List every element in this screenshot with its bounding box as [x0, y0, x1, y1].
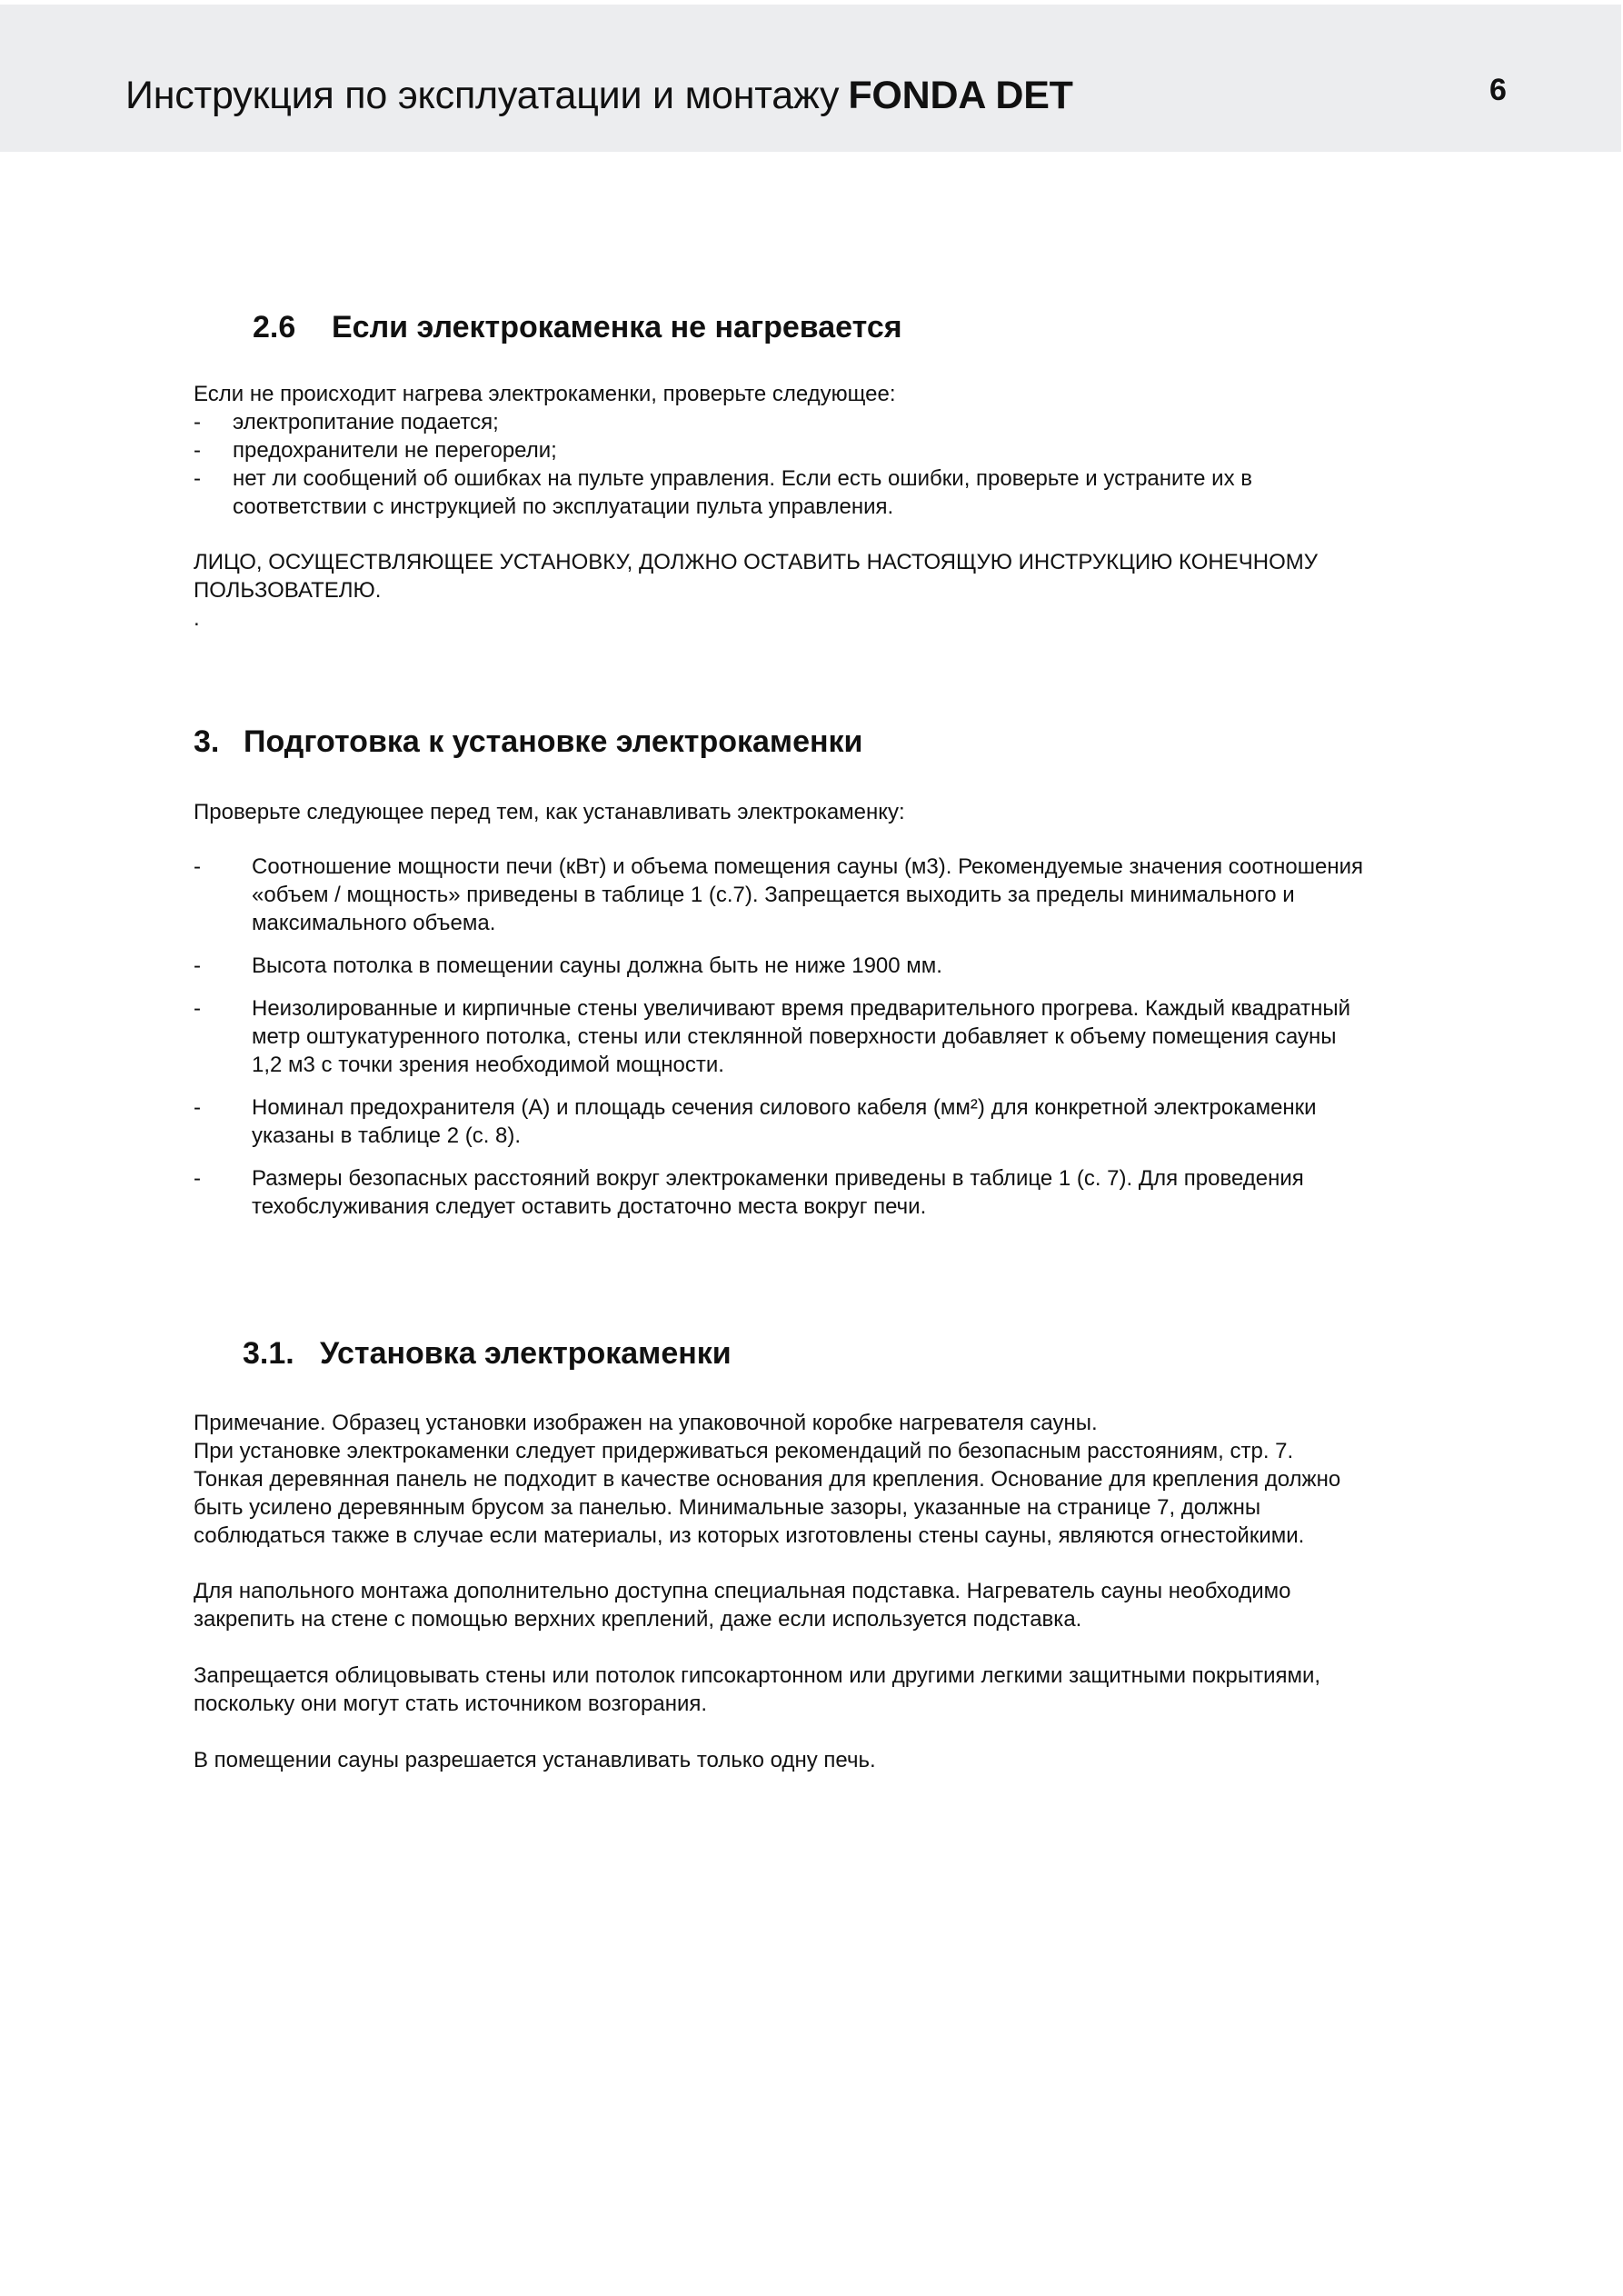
list-item-text: метр оштукатуренного потолка, стены или стеклянной поверхности добавляет к объему помещения сауны — [252, 1024, 1337, 1049]
list-item-text: 1,2 м3 с точки зрения необходимой мощности. — [252, 1053, 724, 1077]
list-item — [194, 436, 1511, 464]
list-item-text: указаны в таблице 2 (с. 8). — [252, 1123, 522, 1148]
list-item — [194, 853, 1511, 937]
section-number: 2.6 — [253, 310, 296, 344]
paragraph-line: соблюдаться также в случае если материалы, из которых изготовлены стены сауны, являются огнестойкими. — [194, 1523, 1305, 1548]
bullet-dash: - — [194, 1166, 201, 1191]
paragraph — [194, 1746, 1511, 1774]
section-3-1-heading — [243, 1335, 732, 1372]
document-title — [125, 72, 1073, 119]
list-item-text: Неизолированные и кирпичные стены увеличивают время предварительного прогрева. Каждый квадратный — [252, 996, 1351, 1021]
page-header — [0, 5, 1621, 152]
paragraph-line: поскольку они могут стать источником возгорания. — [194, 1692, 708, 1716]
bullet-dash: - — [194, 854, 201, 879]
stray-dot: . — [194, 606, 200, 631]
installer-notice — [194, 548, 1511, 633]
list-item — [194, 408, 1511, 436]
section-3-intro — [194, 798, 1511, 826]
intro-text: Если не происходит нагрева электрокаменки, проверьте следующее: — [194, 382, 896, 406]
paragraph-line: Примечание. Образец установки изображен на упаковочной коробке нагревателя сауны. — [194, 1411, 1098, 1435]
section-number: 3.1. — [243, 1336, 294, 1371]
section-3-checklist — [194, 853, 1511, 1235]
list-item — [194, 994, 1511, 1079]
page-number: 6 — [1489, 73, 1507, 107]
bullet-dash: - — [194, 466, 201, 491]
section-title: Подготовка к установке электрокаменки — [244, 724, 863, 759]
notice-line: ЛИЦО, ОСУЩЕСТВЛЯЮЩЕЕ УСТАНОВКУ, ДОЛЖНО ОСТАВИТЬ НАСТОЯЩУЮ ИНСТРУКЦИЮ КОНЕЧНОМУ — [194, 550, 1318, 574]
paragraph — [194, 1577, 1511, 1633]
list-item-text: нет ли сообщений об ошибках на пульте управления. Если есть ошибки, проверьте и устраните их в — [233, 466, 1252, 491]
bullet-dash: - — [194, 996, 201, 1021]
document-title-text: Инструкция по эксплуатации и монтажу — [125, 74, 840, 117]
list-item-text: Размеры безопасных расстояний вокруг электрокаменки приведены в таблице 1 (с. 7). Для проведения — [252, 1166, 1304, 1191]
paragraph-line: быть усилено деревянным брусом за панелью. Минимальные зазоры, указанные на странице 7, должны — [194, 1495, 1261, 1520]
intro-text: Проверьте следующее перед тем, как устанавливать электрокаменку: — [194, 800, 905, 824]
section-title: Установка электрокаменки — [320, 1336, 732, 1371]
bullet-dash: - — [194, 1095, 201, 1120]
section-2-6-heading — [253, 309, 902, 345]
list-item — [194, 952, 1511, 980]
bullet-dash: - — [194, 438, 201, 463]
list-item — [194, 1093, 1511, 1150]
list-item — [194, 1164, 1511, 1221]
section-2-6-body — [194, 380, 1511, 521]
list-item-text: «объем / мощность» приведены в таблице 1 (с.7). Запрещается выходить за пределы минимального и — [252, 883, 1295, 907]
list-item-text: предохранители не перегорели; — [233, 438, 557, 463]
paragraph-line: закрепить на стене с помощью верхних креплений, даже если используется подставка. — [194, 1607, 1082, 1632]
paragraph — [194, 1662, 1511, 1718]
paragraph — [194, 1409, 1511, 1550]
list-item-text: максимального объема. — [252, 911, 496, 935]
paragraph-line: Тонкая деревянная панель не подходит в качестве основания для крепления. Основание для крепления должно — [194, 1467, 1341, 1492]
bullet-dash: - — [194, 953, 201, 978]
bullet-dash: - — [194, 410, 201, 434]
paragraph-line: При установке электрокаменки следует придерживаться рекомендаций по безопасным расстояниям, стр. 7. — [194, 1439, 1294, 1463]
list-item-text: электропитание подается; — [233, 410, 499, 434]
list-item-text: техобслуживания следует оставить достаточно места вокруг печи. — [252, 1194, 927, 1219]
list-item-text: Номинал предохранителя (А) и площадь сечения силового кабеля (мм²) для конкретной электрокаменки — [252, 1095, 1317, 1120]
paragraph-line: Для напольного монтажа дополнительно доступна специальная подставка. Нагреватель сауны необходимо — [194, 1579, 1291, 1603]
product-name: FONDA DET — [848, 74, 1073, 117]
list-item-text: Высота потолка в помещении сауны должна быть не ниже 1900 мм. — [252, 953, 942, 978]
list-item-text: Соотношение мощности печи (кВт) и объема помещения сауны (м3). Рекомендуемые значения соотношения — [252, 854, 1364, 879]
paragraph-line: Запрещается облицовывать стены или потолок гипсокартонном или другими легкими защитными покрытиями, — [194, 1663, 1321, 1688]
section-title: Если электрокаменка не нагревается — [332, 310, 902, 344]
notice-line: ПОЛЬЗОВАТЕЛЮ. — [194, 578, 382, 603]
paragraph-line: В помещении сауны разрешается устанавливать только одну печь. — [194, 1748, 876, 1772]
list-item — [194, 464, 1511, 521]
section-3-heading — [194, 724, 862, 760]
list-item-text: соответствии с инструкцией по эксплуатации пульта управления. — [233, 494, 894, 519]
section-number: 3. — [194, 724, 220, 759]
